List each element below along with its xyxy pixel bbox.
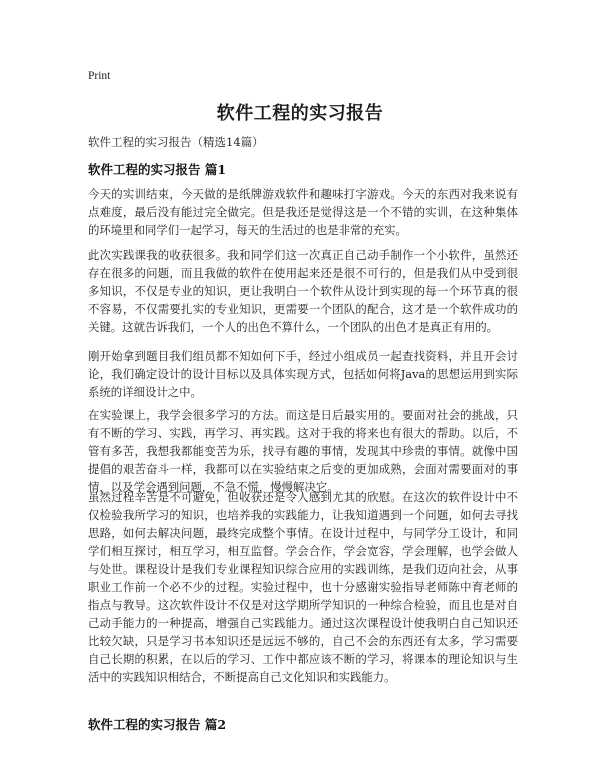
document-subtitle: 软件工程的实习报告（精选14篇） <box>88 135 264 149</box>
page-title: 软件工程的实习报告 <box>216 103 384 124</box>
paragraph-4: 在实验课上，我学会很多学习的方法。而这是日后最实用的。要面对社会的挑战，只有不断的学习、实践，再学习、再实践。这对于我的将来也有很大的帮助。以后，不管有多苦，我想我都能变苦为乐，找寻有趣的事情，发现其中珍贵的事情。就像中国提倡的艰苦奋斗一样，我都可以在实验结束之后变的更加成熟，会面对需要面对的事情，以及学会遇到问题，不急不慌，慢慢解决它。 <box>88 408 518 494</box>
print-link[interactable]: Print <box>88 70 111 82</box>
section-heading-2: 软件工程的实习报告 篇2 <box>88 717 227 732</box>
section-heading-1: 软件工程的实习报告 篇1 <box>88 162 227 177</box>
paragraph-1: 今天的实训结束，今天做的是纸牌游戏软件和趣味打字游戏。今天的东西对我来说有点难度，最后没有能过完全做完。但是我还是觉得这是一个不错的实训，在这种集体的环境里和同学们一起学习，每天的生活过的也是非常的充实。 <box>88 187 518 237</box>
paragraph-2: 此次实践课我的收获很多。我和同学们这一次真正自己动手制作一个小软件，虽然还存在很多的问题，而且我做的软件在使用起来还是很不可行的，但是我们从中受到很多知识，不仅是专业的知识，更让我明白一个软件从设计到实现的每一个环节真的很不容易，不仅需要扎实的专业知识，更需要一个团队的配合，这才是一个软件成功的关键。这就告诉我们，一个人的出色不算什么，一个团队的出色才是真正有用的。 <box>88 248 518 334</box>
paragraph-3: 刚开始拿到题目我们组员都不知如何下手，经过小组成员一起查找资料，并且开会讨论，我们确定设计的设计目标以及具体实现方式，包括如何将Java的思想运用到实际系统的详细设计之中。 <box>88 349 518 399</box>
paragraph-5: 虽然过程辛苦是不可避免，但收获还是令人感到尤其的欣慰。在这次的软件设计中不仅检验我所学习的知识，也培养我的实践能力，让我知道遇到一个问题，如何去寻找思路，如何去解决问题，最终完成整个事情。在设计过程中，与同学分工设计，和同学们相互探讨，相互学习，相互监督。学会合作，学会宽容，学会理解，也学会做人与处世。课程设计是我们专业课程知识综合应用的实践训练，是我们迈向社会，从事职业工作前一个必不少的过程。实验过程中，也十分感谢实验指导老师陈中育老师的指点与教导。这次软件设计不仅是对这学期所学知识的一种综合检验，而且也是对自己动手能力的一种提高，增强自己实践能力。通过这次课程设计使我明白自己知识还比较欠缺，只是学习书本知识还是远远不够的，自己不会的东西还有太多，学习需要自己长期的积累，在以后的学习、工作中都应该不断的学习，将课本的理论知识与生活中的实践知识相结合，不断提高自己文化知识和实践能力。 <box>88 490 518 684</box>
